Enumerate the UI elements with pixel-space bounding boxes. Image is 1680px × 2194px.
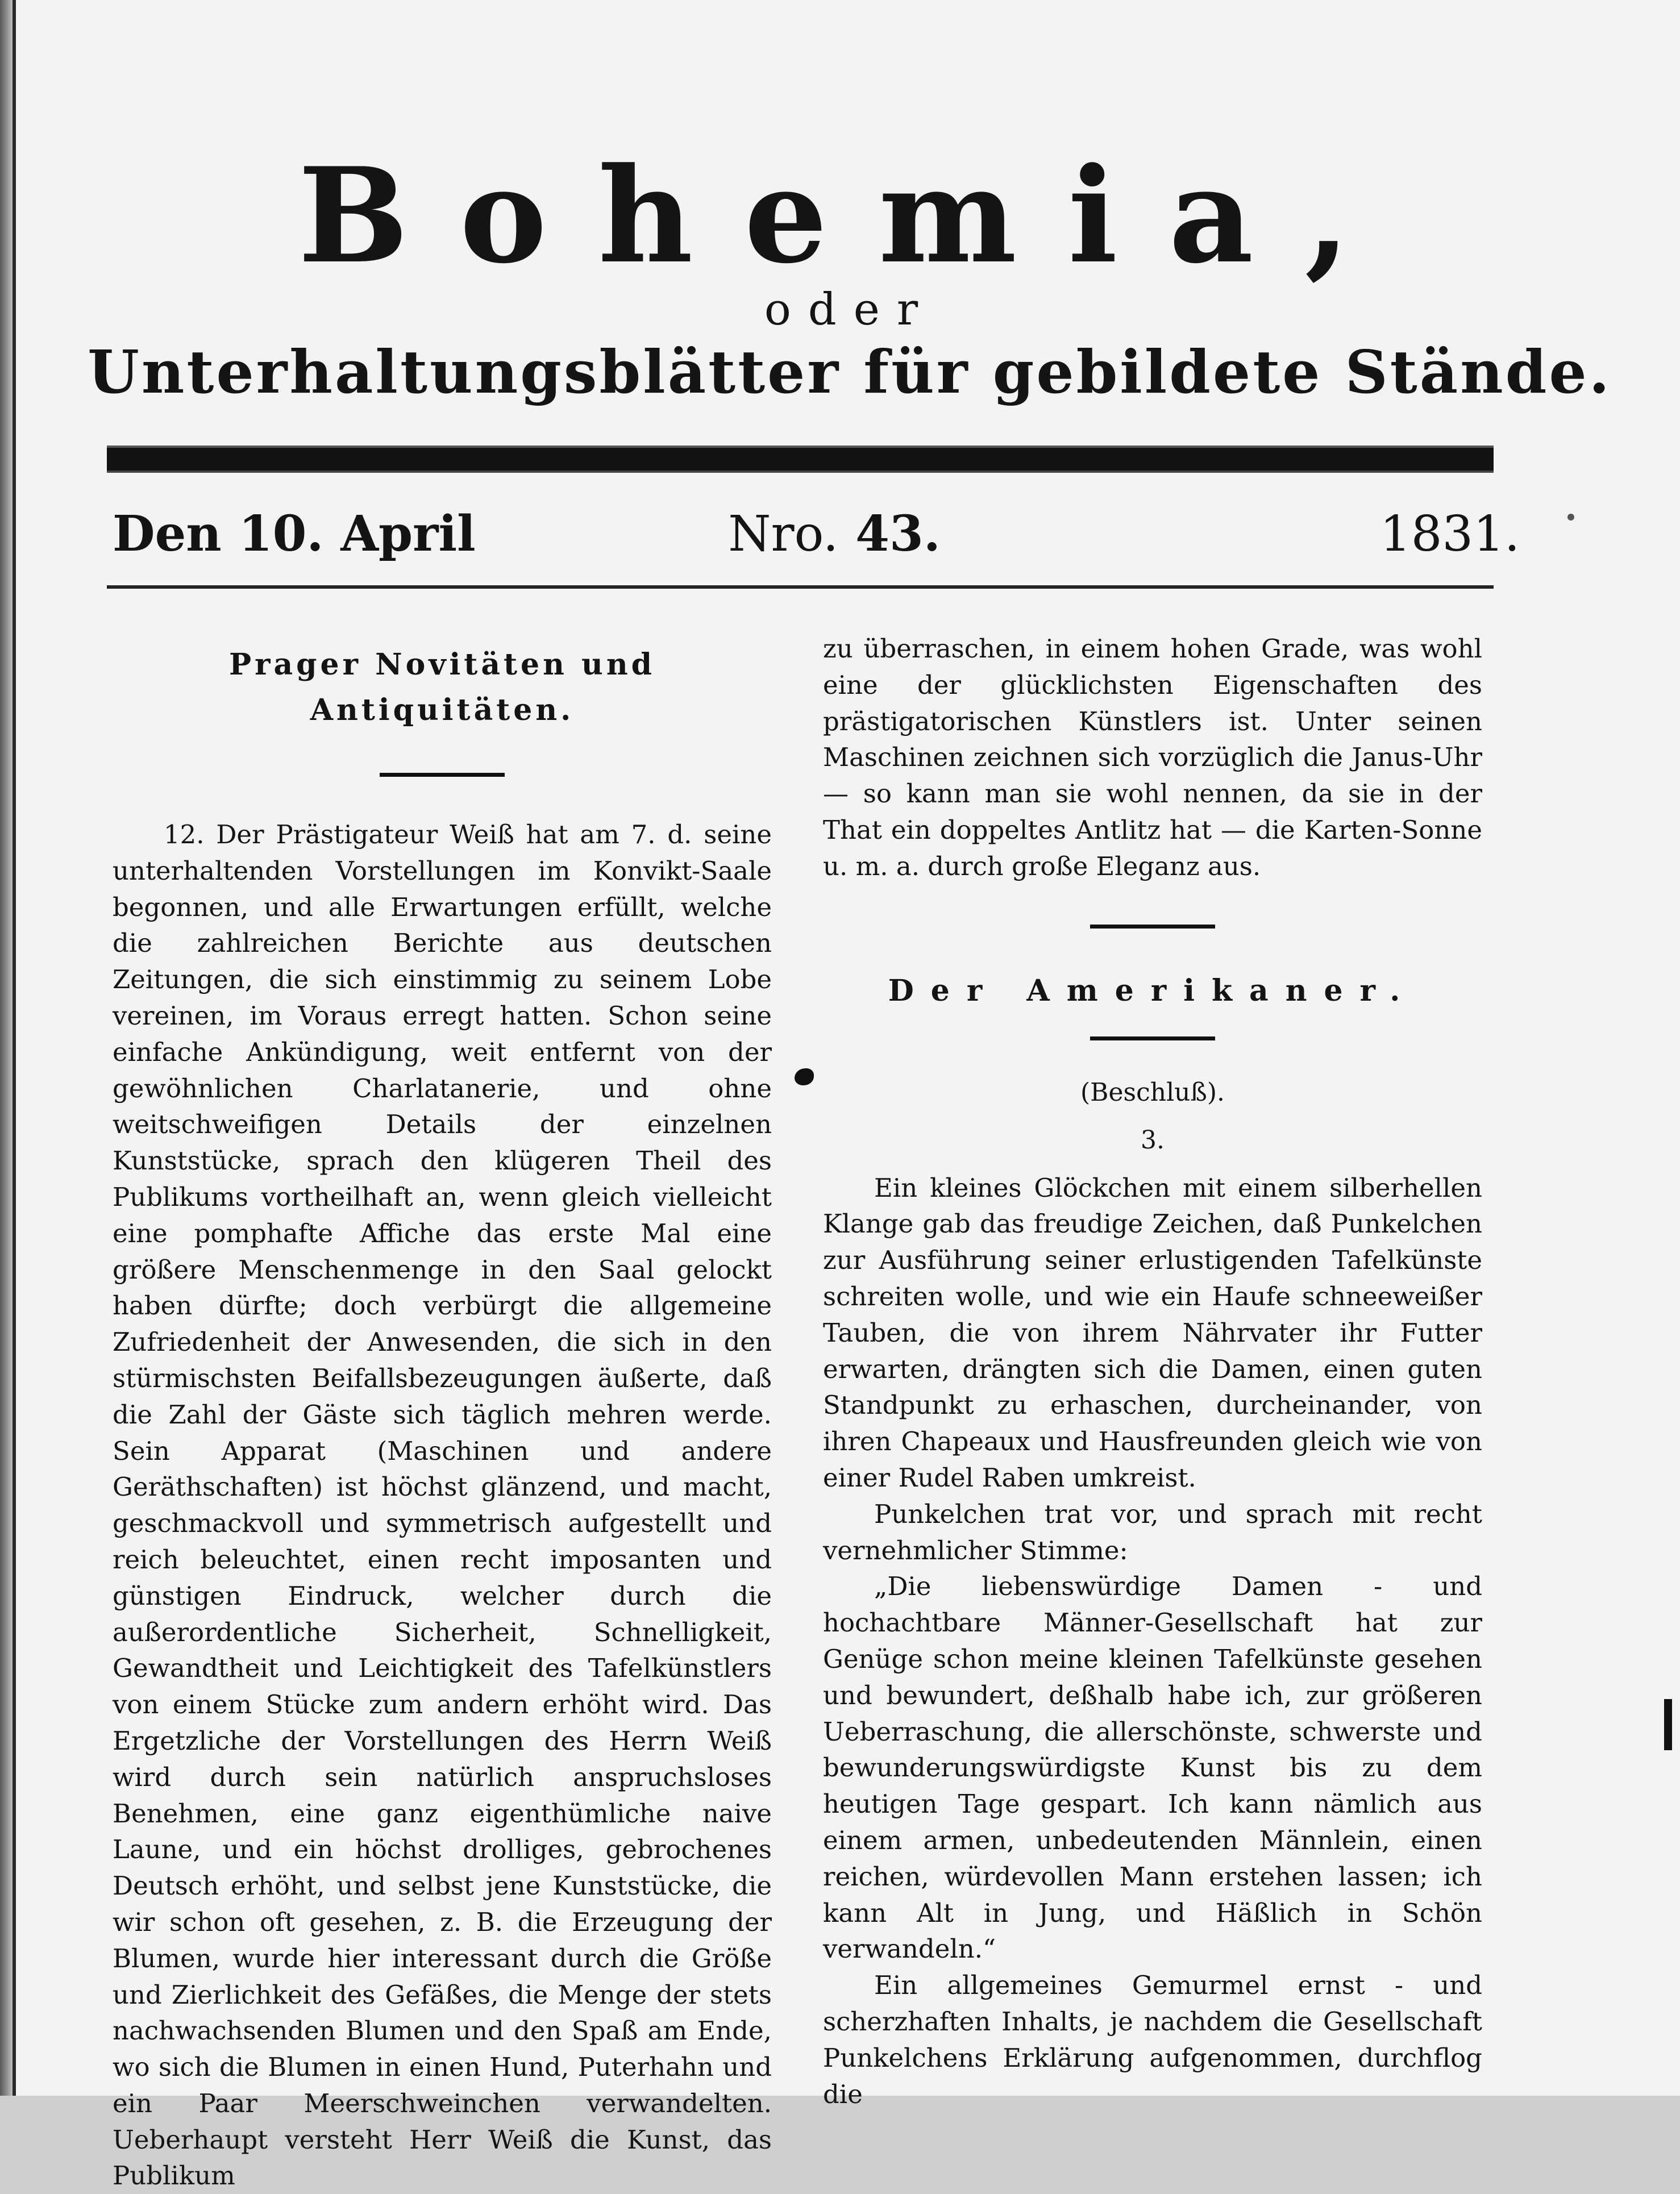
masthead-oder: oder	[764, 284, 935, 335]
margin-mark	[1664, 1699, 1672, 1750]
issue-year: 1831.	[1380, 506, 1520, 563]
section-rule	[380, 773, 505, 777]
masthead-rule	[107, 446, 1494, 473]
masthead-title: Bohemia,	[298, 139, 1402, 293]
story-paragraph: „Die liebenswürdige Damen - und hochachtbare Männer-Gesellschaft hat zur Genüge schon meine kleinen Tafelkünste gesehen und bewundert, deßhalb habe ich, zur größeren Ueberraschung, die allerschönste, schwerste und bewunderungswürdigste Kunst bis zu dem heutigen Tage gespart. Ich kann nämlich aus einem armen, unbedeutenden Männlein, einen reichen, würdevollen Mann erstehen lassen; ich kann Alt in Jung, und Häßlich in Schön verwandeln.“	[823, 1571, 1482, 1964]
article-paragraph: 12. Der Prästigateur Weiß hat am 7. d. seine unterhaltenden Vorstellungen im Konvikt-Saale begonnen, und alle Erwartungen erfüllt, welche die zahlreichen Berichte aus deutschen Zeitungen, die sich einstimmig zu seinem Lobe vereinen, im Voraus erregt hatten. Schon seine einfache Ankündigung, weit entfernt von der gewöhnlichen Charlatanerie, und ohne weitschweifigen Details der einzelnen Kunststücke, sprach den klügeren Theil des Publikums vortheilhaft an, wenn gleich vielleicht eine pomphafte Affiche das erste Mal eine größere Menschenmenge in den Saal gelockt haben dürfte; doch verbürgt die allgemeine Zufriedenheit der Anwesenden, die sich in den stürmischsten Beifallsbezeugungen äußerte, daß die Zahl der Gäste sich täglich mehren werde. Sein Apparat (Maschinen und andere Geräthschaften) ist höchst glänzend, und macht, geschmackvoll und symmetrisch aufgestellt und reich beleuchtet, einen recht imposanten und günstigen Eindruck, welcher durch die außerordentliche Sicherheit, Schnelligkeit, Gewandtheit und Leichtigkeit des Tafelkünstlers von einem Stücke zum andern erhöht wird. Das Ergetzliche der Vorstellungen des Herrn Weiß wird durch sein natürlich anspruchsloses Benehmen, eine ganz eigenthümliche naive Laune, und ein höchst drolliges, gebrochenes Deutsch erhöht, und selbst jene Kunststücke, die wir schon oft gesehen, z. B. die Erzeugung der Blumen, wurde hier interessant durch die Größe und Zierlichkeit des Gefäßes, die Menge der stets nachwachsenden Blumen und den Spaß am Ende, wo sich die Blumen in einen Hund, Puterhahn und ein Paar Meerschweinchen verwandelten. Ueberhaupt versteht Herr Weiß die Kunst, das Publikum	[113, 819, 772, 2191]
section-rule	[1090, 1036, 1215, 1040]
issue-number-value: 43.	[855, 505, 941, 563]
story-paragraph: Ein allgemeines Gemurmel ernst - und scherzhaften Inhalts, je nachdem die Gesellschaft Punkelchens Erklärung aufgenommen, durchflog die	[823, 1970, 1482, 2109]
ink-blot	[795, 1068, 814, 1085]
section-rule	[1090, 925, 1215, 929]
left-column	[113, 631, 772, 2194]
header-divider	[107, 585, 1494, 589]
ink-dot	[1567, 514, 1574, 521]
issue-number-label: Nro.	[728, 506, 839, 563]
issue-number	[721, 500, 948, 568]
page-edge-shadow	[0, 0, 13, 2096]
chapter-number: 3.	[1141, 1125, 1165, 1155]
article-continuation: zu überraschen, in einem hohen Grade, was wohl eine der glücklichsten Eigenschaften des prästigatorischen Künstlers ist. Unter seinen Maschinen zeichnen sich vorzüglich die Janus-Uhr — so kann man sie wohl nennen, da sie in der That ein doppeltes Antlitz hat — die Karten-Sonne u. m. a. durch große Eleganz aus.	[823, 634, 1482, 881]
masthead-subtitle: Unterhaltungsblätter für gebildete Stände.	[88, 337, 1612, 407]
story-paragraph: Ein kleines Glöckchen mit einem silberhellen Klange gab das freudige Zeichen, daß Punkelchen zur Ausführung seiner erlustigenden Tafelkünste schreiten wolle, und wie ein Haufe schneeweißer Tauben, die von ihrem Nährvater ihr Futter erwarten, drängten sich die Damen, einen guten Standpunkt zu erhaschen, durcheinander, von ihren Chapeaux und Hausfreunden gleich wie von einer Rudel Raben umkreist.	[823, 1172, 1482, 1493]
story-subtitle: (Beschluß).	[1080, 1077, 1225, 1107]
section-title-amerikaner: Der Amerikaner.	[888, 973, 1417, 1008]
newspaper-page	[13, 0, 1680, 2191]
story-paragraph: Punkelchen trat vor, und sprach mit recht vernehmlicher Stimme:	[823, 1498, 1482, 1566]
issue-date: Den 10. April	[113, 505, 476, 563]
right-column	[823, 631, 1482, 2112]
section-title-prager-novitaeten: Prager Novitäten und Antiquitäten.	[228, 647, 656, 727]
